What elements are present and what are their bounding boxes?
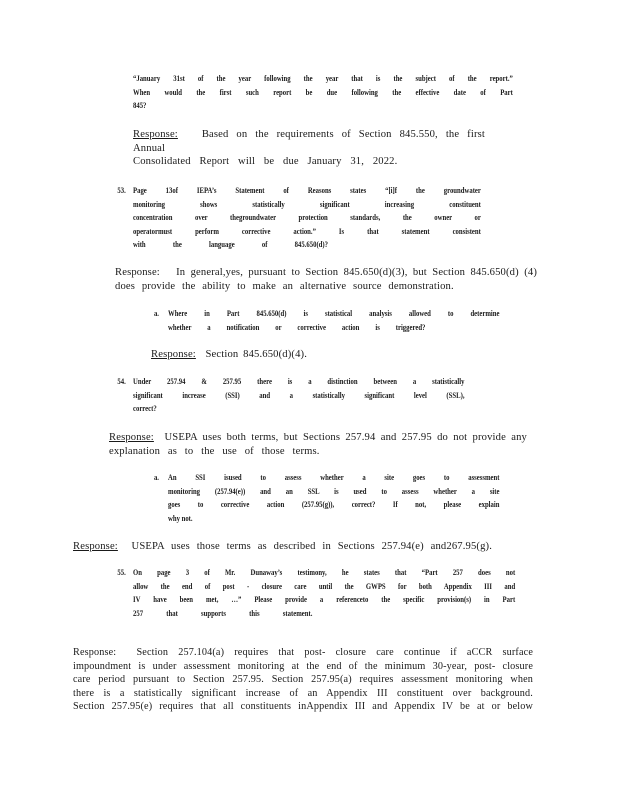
question-line: 845?: [133, 100, 147, 110]
question-line: with the language of 845.650(d)?: [133, 239, 328, 249]
question-letter: a.: [153, 308, 159, 318]
question-line: significant increase (SSI) and a statistically significant level (SSL),: [133, 389, 465, 400]
response-53: [115, 266, 537, 293]
question-line: “January 31st of the year following the year that is the subject of the report.”: [133, 73, 513, 83]
response-label: Response:: [151, 349, 196, 360]
question-line: IV have been met, …” Please provide a referenceto the specific provision(s) in Part: [133, 594, 516, 604]
response-53a: [151, 348, 351, 362]
response-label: Response:: [133, 129, 178, 140]
question-55: [117, 566, 516, 620]
response-label: Response:: [73, 647, 117, 658]
question-line: why not.: [168, 512, 193, 523]
response-line: Consolidated Report will be due January 31, 2022.: [133, 156, 398, 167]
question-line: On page 3 of Mr. Dunaway’s testimony, he states that “Part 257 does not: [133, 567, 516, 577]
question-54: [117, 375, 465, 416]
response-label: Response:: [115, 267, 160, 278]
response-line: impoundment is under assessment monitoring at the end of the minimum 30-year, post- closure: [73, 660, 533, 672]
response-54: [109, 431, 527, 458]
question-54a: [153, 471, 500, 525]
question-line: Page 13of IEPA’s Statement of Reasons states “[i]f the groundwater: [133, 185, 481, 195]
question-line: Under 257.94 & 257.95 there is a distinction between a statistically: [133, 376, 465, 386]
question-line: concentration over thegroundwater protection standards, the owner or: [133, 212, 481, 222]
question-line: 257 that supports this statement.: [133, 607, 313, 618]
question-line: operatormust perform corrective action.” Is that statement consistent: [133, 225, 481, 236]
response-line: does provide the ability to make an alternative source demonstration.: [115, 280, 454, 292]
question-line: allow the end of post - closure care until the GWPS for both Appendix III and: [133, 580, 516, 591]
question-line: correct?: [133, 403, 157, 413]
response-line: explanation as to the use of those terms.: [109, 445, 320, 457]
response-line-1: Response: Based on the requirements of Section 845.550, the first Annual: [133, 129, 485, 154]
response-line: there is a statistically significant increase of an Appendix III constituent over background.: [73, 687, 533, 699]
question-line: Where in Part 845.650(d) is statistical analysis allowed to determine: [168, 308, 500, 318]
response-label: Response:: [73, 541, 118, 552]
question-number: 55.: [117, 567, 126, 577]
response-text: Section 845.650(d)(4).: [205, 349, 308, 360]
response-line-1: Response: USEPA uses both terms, but Sections 257.94 and 257.95 do not provide any: [109, 432, 527, 443]
response-54a: [73, 540, 493, 554]
question-line: goes to corrective action (257.95(g)), correct? If not, please explain: [168, 499, 500, 509]
question-53: [117, 184, 481, 252]
question-line: monitoring shows statistically significant increasing constituent: [133, 198, 481, 209]
question-53a: [153, 307, 500, 334]
question-line: monitoring (257.94(e)) and an SSL is used to assess whether a site: [168, 485, 500, 496]
response-52: [133, 128, 485, 169]
response-line-1: Response: Section 257.104(a) requires that post- closure care continue if aCCR surface: [73, 647, 533, 658]
question-52-continuation: [133, 72, 513, 113]
question-line: whether a notification or corrective action is triggered?: [168, 321, 426, 332]
question-line: An SSI isused to assess whether a site goes to assessment: [168, 472, 500, 482]
question-number: 53.: [117, 185, 126, 195]
response-text: USEPA uses those terms as described in Sections 257.94(e) and267.95(g).: [131, 541, 493, 552]
question-line: When would the first such report be due following the effective date of Part: [133, 86, 513, 97]
question-letter: a.: [153, 472, 159, 482]
question-number: 54.: [117, 376, 126, 386]
response-55: [73, 646, 533, 714]
response-line: care period pursuant to Section 257.95. Section 257.95(a) requires assessment monitoring when: [73, 674, 533, 685]
response-line: Section 257.95(e) requires that all constituents inAppendix III and Appendix IV be at or below: [73, 701, 533, 712]
response-line-1: Response: In general,yes, pursuant to Section 845.650(d)(3), but Section 845.650(d) (4): [115, 267, 537, 278]
response-label: Response:: [109, 432, 154, 443]
